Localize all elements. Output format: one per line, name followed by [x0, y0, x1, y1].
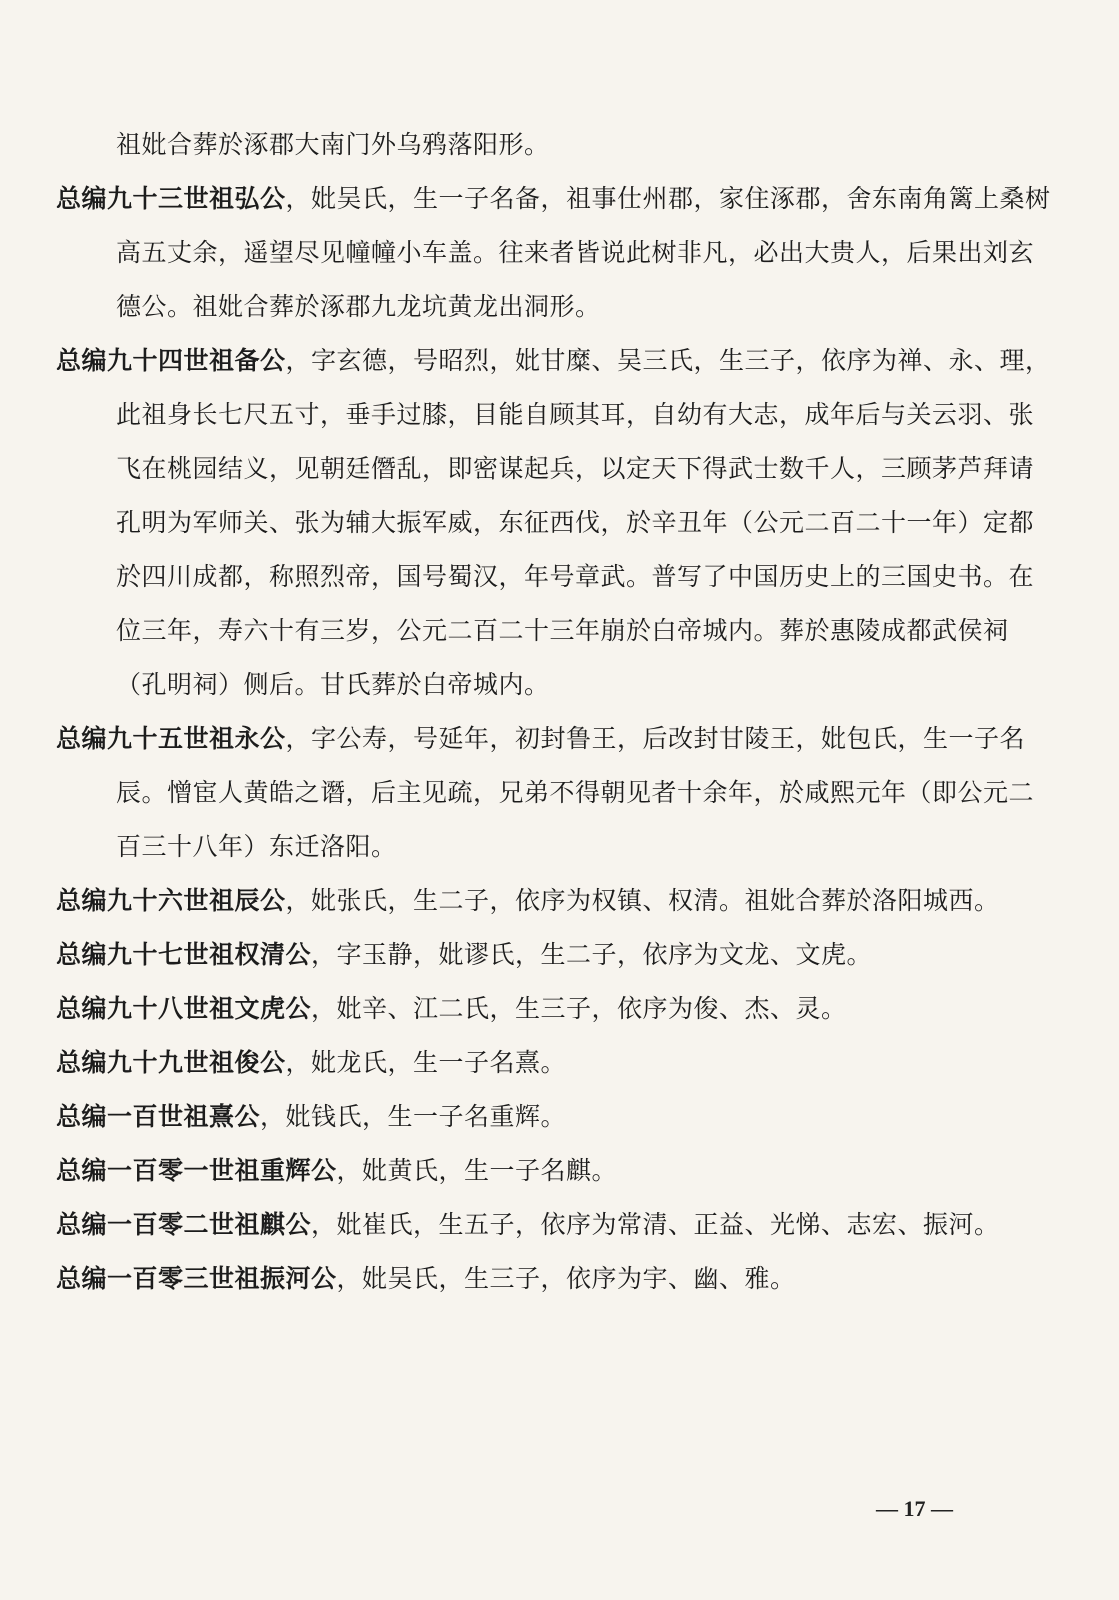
genealogy-entry-98: [56, 982, 1056, 1036]
entry-text: ，妣崔氏，生五子，依序为常清、正益、光悌、志宏、振河。: [311, 1210, 1000, 1239]
entry-heading: 总编九十三世祖弘公: [56, 184, 286, 213]
entry-heading: 总编一百零一世祖重辉公: [56, 1156, 337, 1185]
entry-text: ，字玉静，妣谬氏，生二子，依序为文龙、文虎。: [311, 940, 873, 969]
entry-heading: 总编九十九世祖俊公: [56, 1048, 286, 1077]
genealogy-entry-101: [56, 1144, 1056, 1198]
page-number: — 17 —: [876, 1496, 953, 1521]
entry-heading: 总编九十七世祖权清公: [56, 940, 312, 969]
entry-text: ，字玄德，号昭烈，妣甘糜、吴三氏，生三子，依序为禅、永、理，此祖身长七尺五寸，垂手过膝，目能自顾其耳，自幼有大志，成年后与关云羽、张飞在桃园结义，见朝廷僭乱，即密谋起兵，以定天下得武士数千人，三顾茅芦拜请孔明为军师关、张为辅大振军威，东征西伐，於辛丑年（公元二百二十一年）定都於四川成都，称照烈帝，国号蜀汉，年号章武。普写了中国历史上的三国史书。在位三年，寿六十有三岁，公元二百二十三年崩於白帝城内。葬於惠陵成都武侯祠（孔明祠）侧后。甘氏葬於白帝城内。: [116, 346, 1051, 699]
entry-text: ，妣吴氏，生三子，依序为宇、幽、雅。: [336, 1264, 796, 1293]
entry-text: ，字公寿，号延年，初封鲁王，后改封甘陵王，妣包氏，生一子名辰。憎宦人黄皓之谮，后主见疏，兄弟不得朝见者十余年，於咸熙元年（即公元二百三十八年）东迁洛阳。: [116, 724, 1035, 861]
entry-heading: 总编九十六世祖辰公: [56, 886, 286, 915]
genealogy-entry-99: [56, 1036, 1056, 1090]
entry-text: ，妣黄氏，生一子名麒。: [336, 1156, 618, 1185]
entry-text: ，妣张氏，生二子，依序为权镇、权清。祖妣合葬於洛阳城西。: [285, 886, 1000, 915]
genealogy-entry-102: [56, 1198, 1056, 1252]
entry-text: ，妣龙氏，生一子名熹。: [285, 1048, 567, 1077]
entry-heading: 总编一百世祖熹公: [56, 1102, 261, 1131]
genealogy-entry-96: [56, 874, 1056, 928]
entry-heading: 总编九十五世祖永公: [56, 724, 286, 753]
entry-heading: 总编一百零三世祖振河公: [56, 1264, 337, 1293]
genealogy-entry-103: [56, 1252, 1056, 1306]
genealogy-entry-94: [56, 334, 1056, 712]
entry-text: ，妣钱氏，生一子名重辉。: [260, 1102, 567, 1131]
entry-text: ，妣辛、江二氏，生三子，依序为俊、杰、灵。: [311, 994, 847, 1023]
genealogy-entry-93: [56, 172, 1056, 334]
entry-heading: 总编一百零二世祖麒公: [56, 1210, 312, 1239]
genealogy-entry-95: [56, 712, 1056, 874]
genealogy-entry-97: [56, 928, 1056, 982]
entry-heading: 总编九十八世祖文虎公: [56, 994, 312, 1023]
genealogy-text: [56, 118, 1056, 1306]
genealogy-entry-100: [56, 1090, 1056, 1144]
entry-text: 祖妣合葬於涿郡大南门外乌鸦落阳形。: [116, 130, 550, 159]
entry-heading: 总编九十四世祖备公: [56, 346, 286, 375]
genealogy-entry-continuation: [56, 118, 1056, 172]
entry-text: ，妣吴氏，生一子名备，祖事仕州郡，家住涿郡，舍东南角篱上桑树高五丈余，遥望尽见幢幢小车盖。往来者皆说此树非凡，必出大贵人，后果出刘玄德公。祖妣合葬於涿郡九龙坑黄龙出洞形。: [116, 184, 1051, 321]
